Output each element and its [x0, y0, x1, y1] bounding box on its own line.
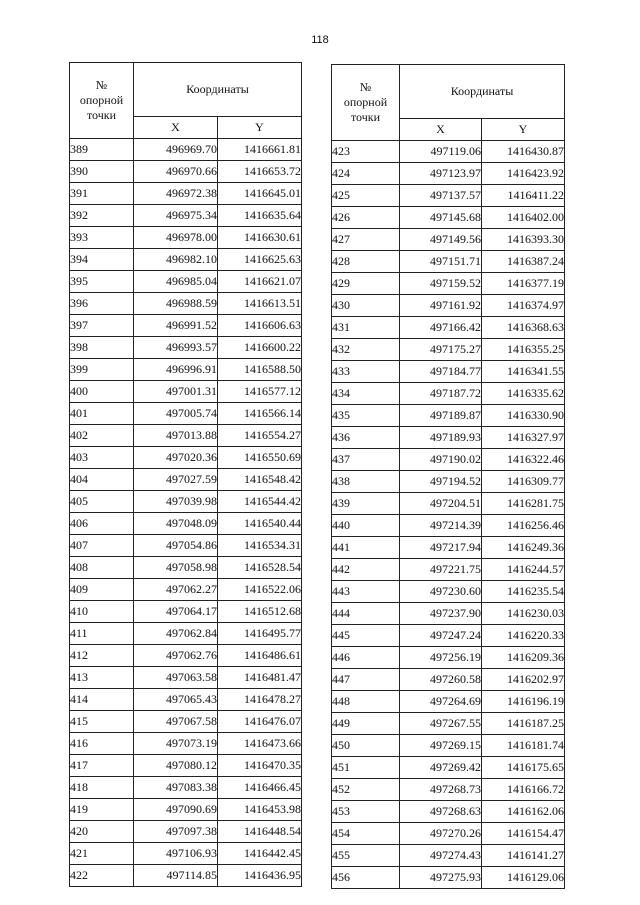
table-row: [332, 273, 565, 295]
point-number-cell: 436: [332, 427, 400, 449]
x-coordinate-cell: 497190.02: [400, 449, 482, 471]
x-coordinate-cell: 497054.86: [134, 535, 218, 557]
point-number-cell: 420: [70, 821, 134, 843]
x-coordinate-cell: 497260.58: [400, 669, 482, 691]
x-coordinate-cell: 497268.63: [400, 801, 482, 823]
y-coordinate-cell: 1416341.55: [482, 361, 565, 383]
table-row: [332, 449, 565, 471]
x-coordinate-cell: 497275.93: [400, 867, 482, 889]
y-coordinate-cell: 1416554.27: [218, 425, 302, 447]
y-coordinate-cell: 1416661.81: [218, 139, 302, 161]
point-number-cell: 404: [70, 469, 134, 491]
table-row: [70, 755, 302, 777]
table-row: [70, 711, 302, 733]
point-number-cell: 409: [70, 579, 134, 601]
table-row: [70, 733, 302, 755]
y-coordinate-cell: 1416577.12: [218, 381, 302, 403]
y-coordinate-cell: 1416209.36: [482, 647, 565, 669]
y-coordinate-cell: 1416540.44: [218, 513, 302, 535]
table-row: [332, 559, 565, 581]
table-row: [70, 623, 302, 645]
x-coordinate-cell: 497149.56: [400, 229, 482, 251]
x-coordinate-cell: 497159.52: [400, 273, 482, 295]
header-coordinates: Координаты: [134, 63, 302, 117]
x-coordinate-cell: 497187.72: [400, 383, 482, 405]
point-number-cell: 439: [332, 493, 400, 515]
y-coordinate-cell: 1416528.54: [218, 557, 302, 579]
y-coordinate-cell: 1416478.27: [218, 689, 302, 711]
y-coordinate-cell: 1416230.03: [482, 603, 565, 625]
x-coordinate-cell: 497005.74: [134, 403, 218, 425]
y-coordinate-cell: 1416196.19: [482, 691, 565, 713]
table-row: [332, 603, 565, 625]
x-coordinate-cell: 496972.38: [134, 183, 218, 205]
x-coordinate-cell: 496982.10: [134, 249, 218, 271]
table-row: [332, 867, 565, 889]
x-coordinate-cell: 497175.27: [400, 339, 482, 361]
table-row: [332, 669, 565, 691]
x-coordinate-cell: 497090.69: [134, 799, 218, 821]
point-number-cell: 428: [332, 251, 400, 273]
point-number-cell: 432: [332, 339, 400, 361]
point-number-cell: 396: [70, 293, 134, 315]
point-number-cell: 451: [332, 757, 400, 779]
x-coordinate-cell: 497123.97: [400, 163, 482, 185]
table-row: [70, 381, 302, 403]
y-coordinate-cell: 1416374.97: [482, 295, 565, 317]
point-number-cell: 400: [70, 381, 134, 403]
y-coordinate-cell: 1416141.27: [482, 845, 565, 867]
table-row: [70, 161, 302, 183]
header-point-number: № опорной точки: [332, 65, 400, 141]
y-coordinate-cell: 1416495.77: [218, 623, 302, 645]
x-coordinate-cell: 497269.42: [400, 757, 482, 779]
x-coordinate-cell: 496993.57: [134, 337, 218, 359]
point-number-cell: 416: [70, 733, 134, 755]
table-row: [70, 271, 302, 293]
y-coordinate-cell: 1416466.45: [218, 777, 302, 799]
point-number-cell: 418: [70, 777, 134, 799]
point-number-cell: 434: [332, 383, 400, 405]
x-coordinate-cell: 496969.70: [134, 139, 218, 161]
y-coordinate-cell: 1416453.98: [218, 799, 302, 821]
y-coordinate-cell: 1416256.46: [482, 515, 565, 537]
point-number-cell: 426: [332, 207, 400, 229]
y-coordinate-cell: 1416486.61: [218, 645, 302, 667]
header-x: X: [134, 117, 218, 139]
table-row: [332, 427, 565, 449]
x-coordinate-cell: 497270.26: [400, 823, 482, 845]
point-number-cell: 444: [332, 603, 400, 625]
point-number-cell: 453: [332, 801, 400, 823]
point-number-cell: 455: [332, 845, 400, 867]
x-coordinate-cell: 497194.52: [400, 471, 482, 493]
point-number-cell: 393: [70, 227, 134, 249]
x-coordinate-cell: 497269.15: [400, 735, 482, 757]
point-number-cell: 413: [70, 667, 134, 689]
x-coordinate-cell: 496985.04: [134, 271, 218, 293]
table-row: [70, 535, 302, 557]
table-row: [70, 403, 302, 425]
point-number-cell: 449: [332, 713, 400, 735]
y-coordinate-cell: 1416534.31: [218, 535, 302, 557]
point-number-cell: 417: [70, 755, 134, 777]
table-row: [332, 735, 565, 757]
x-coordinate-cell: 496978.00: [134, 227, 218, 249]
point-number-cell: 419: [70, 799, 134, 821]
table-row: [70, 315, 302, 337]
x-coordinate-cell: 497039.98: [134, 491, 218, 513]
x-coordinate-cell: 497114.85: [134, 865, 218, 887]
table-row: [332, 691, 565, 713]
y-coordinate-cell: 1416566.14: [218, 403, 302, 425]
x-coordinate-cell: 497080.12: [134, 755, 218, 777]
point-number-cell: 443: [332, 581, 400, 603]
point-number-cell: 397: [70, 315, 134, 337]
x-coordinate-cell: 497064.17: [134, 601, 218, 623]
point-number-cell: 392: [70, 205, 134, 227]
x-coordinate-cell: 497097.38: [134, 821, 218, 843]
y-coordinate-cell: 1416473.66: [218, 733, 302, 755]
table-row: [332, 317, 565, 339]
table-row: [332, 339, 565, 361]
header-coordinates: Координаты: [400, 65, 565, 119]
table-row: [70, 777, 302, 799]
y-coordinate-cell: 1416548.42: [218, 469, 302, 491]
y-coordinate-cell: 1416430.87: [482, 141, 565, 163]
point-number-cell: 431: [332, 317, 400, 339]
x-coordinate-cell: 497020.36: [134, 447, 218, 469]
x-coordinate-cell: 497062.76: [134, 645, 218, 667]
y-coordinate-cell: 1416181.74: [482, 735, 565, 757]
table-row: [332, 493, 565, 515]
point-number-cell: 456: [332, 867, 400, 889]
table-row: [332, 141, 565, 163]
x-coordinate-cell: 497161.92: [400, 295, 482, 317]
point-number-cell: 408: [70, 557, 134, 579]
table-row: [332, 757, 565, 779]
y-coordinate-cell: 1416162.06: [482, 801, 565, 823]
y-coordinate-cell: 1416411.22: [482, 185, 565, 207]
x-coordinate-cell: 497013.88: [134, 425, 218, 447]
point-number-cell: 454: [332, 823, 400, 845]
table-row: [70, 667, 302, 689]
x-coordinate-cell: 497048.09: [134, 513, 218, 535]
point-number-cell: 406: [70, 513, 134, 535]
table-row: [332, 779, 565, 801]
y-coordinate-cell: 1416600.22: [218, 337, 302, 359]
table-row: [70, 183, 302, 205]
table-row: [332, 823, 565, 845]
table-row: [70, 645, 302, 667]
coordinates-table-right: [331, 64, 565, 889]
table-row: [70, 249, 302, 271]
x-coordinate-cell: 497067.58: [134, 711, 218, 733]
y-coordinate-cell: 1416635.64: [218, 205, 302, 227]
point-number-cell: 412: [70, 645, 134, 667]
table-row: [70, 865, 302, 887]
x-coordinate-cell: 496988.59: [134, 293, 218, 315]
table-row: [70, 293, 302, 315]
y-coordinate-cell: 1416166.72: [482, 779, 565, 801]
y-coordinate-cell: 1416129.06: [482, 867, 565, 889]
table-row: [332, 515, 565, 537]
x-coordinate-cell: 497062.27: [134, 579, 218, 601]
y-coordinate-cell: 1416470.35: [218, 755, 302, 777]
x-coordinate-cell: 497166.42: [400, 317, 482, 339]
table-row: [332, 625, 565, 647]
table-row: [70, 601, 302, 623]
point-number-cell: 411: [70, 623, 134, 645]
y-coordinate-cell: 1416423.92: [482, 163, 565, 185]
table-row: [70, 843, 302, 865]
point-number-cell: 448: [332, 691, 400, 713]
x-coordinate-cell: 497062.84: [134, 623, 218, 645]
table-row: [332, 471, 565, 493]
table-row: [332, 251, 565, 273]
y-coordinate-cell: 1416309.77: [482, 471, 565, 493]
y-coordinate-cell: 1416606.63: [218, 315, 302, 337]
x-coordinate-cell: 497214.39: [400, 515, 482, 537]
x-coordinate-cell: 497267.55: [400, 713, 482, 735]
x-coordinate-cell: 497268.73: [400, 779, 482, 801]
y-coordinate-cell: 1416393.30: [482, 229, 565, 251]
table-row: [332, 537, 565, 559]
y-coordinate-cell: 1416476.07: [218, 711, 302, 733]
table-row: [332, 713, 565, 735]
point-number-cell: 429: [332, 273, 400, 295]
x-coordinate-cell: 497247.24: [400, 625, 482, 647]
page-number: 118: [311, 34, 329, 46]
header-y: Y: [482, 119, 565, 141]
point-number-cell: 435: [332, 405, 400, 427]
point-number-cell: 446: [332, 647, 400, 669]
table-row: [70, 425, 302, 447]
x-coordinate-cell: 497145.68: [400, 207, 482, 229]
table-row: [332, 405, 565, 427]
table-row: [70, 689, 302, 711]
point-number-cell: 394: [70, 249, 134, 271]
point-number-cell: 438: [332, 471, 400, 493]
table-row: [332, 361, 565, 383]
y-coordinate-cell: 1416327.97: [482, 427, 565, 449]
x-coordinate-cell: 496991.52: [134, 315, 218, 337]
coordinates-table-left: [69, 62, 302, 887]
y-coordinate-cell: 1416249.36: [482, 537, 565, 559]
point-number-cell: 410: [70, 601, 134, 623]
y-coordinate-cell: 1416355.25: [482, 339, 565, 361]
x-coordinate-cell: 497221.75: [400, 559, 482, 581]
x-coordinate-cell: 496975.34: [134, 205, 218, 227]
x-coordinate-cell: 497204.51: [400, 493, 482, 515]
y-coordinate-cell: 1416330.90: [482, 405, 565, 427]
point-number-cell: 440: [332, 515, 400, 537]
x-coordinate-cell: 497217.94: [400, 537, 482, 559]
y-coordinate-cell: 1416621.07: [218, 271, 302, 293]
y-coordinate-cell: 1416512.68: [218, 601, 302, 623]
x-coordinate-cell: 497001.31: [134, 381, 218, 403]
x-coordinate-cell: 497027.59: [134, 469, 218, 491]
point-number-cell: 389: [70, 139, 134, 161]
table-row: [332, 581, 565, 603]
point-number-cell: 403: [70, 447, 134, 469]
table-row: [70, 799, 302, 821]
point-number-cell: 398: [70, 337, 134, 359]
table-row: [332, 295, 565, 317]
y-coordinate-cell: 1416368.63: [482, 317, 565, 339]
point-number-cell: 415: [70, 711, 134, 733]
point-number-cell: 421: [70, 843, 134, 865]
table-row: [332, 801, 565, 823]
x-coordinate-cell: 497151.71: [400, 251, 482, 273]
y-coordinate-cell: 1416436.95: [218, 865, 302, 887]
table-row: [332, 229, 565, 251]
point-number-cell: 442: [332, 559, 400, 581]
point-number-cell: 414: [70, 689, 134, 711]
x-coordinate-cell: 497065.43: [134, 689, 218, 711]
table-row: [332, 185, 565, 207]
x-coordinate-cell: 497189.87: [400, 405, 482, 427]
table-row: [70, 227, 302, 249]
header-y: Y: [218, 117, 302, 139]
table-row: [332, 163, 565, 185]
y-coordinate-cell: 1416322.46: [482, 449, 565, 471]
point-number-cell: 423: [332, 141, 400, 163]
x-coordinate-cell: 497264.69: [400, 691, 482, 713]
x-coordinate-cell: 497063.58: [134, 667, 218, 689]
y-coordinate-cell: 1416645.01: [218, 183, 302, 205]
y-coordinate-cell: 1416387.24: [482, 251, 565, 273]
table-row: [70, 513, 302, 535]
point-number-cell: 437: [332, 449, 400, 471]
y-coordinate-cell: 1416235.54: [482, 581, 565, 603]
point-number-cell: 447: [332, 669, 400, 691]
table-row: [70, 557, 302, 579]
y-coordinate-cell: 1416202.97: [482, 669, 565, 691]
y-coordinate-cell: 1416244.57: [482, 559, 565, 581]
table-row: [70, 337, 302, 359]
y-coordinate-cell: 1416588.50: [218, 359, 302, 381]
table-body-right: [332, 141, 565, 889]
y-coordinate-cell: 1416377.19: [482, 273, 565, 295]
y-coordinate-cell: 1416653.72: [218, 161, 302, 183]
y-coordinate-cell: 1416220.33: [482, 625, 565, 647]
y-coordinate-cell: 1416442.45: [218, 843, 302, 865]
x-coordinate-cell: 497137.57: [400, 185, 482, 207]
y-coordinate-cell: 1416522.06: [218, 579, 302, 601]
header-point-number: № опорной точки: [70, 63, 134, 139]
y-coordinate-cell: 1416630.61: [218, 227, 302, 249]
y-coordinate-cell: 1416613.51: [218, 293, 302, 315]
x-coordinate-cell: 496970.66: [134, 161, 218, 183]
point-number-cell: 425: [332, 185, 400, 207]
x-coordinate-cell: 497083.38: [134, 777, 218, 799]
table-row: [332, 647, 565, 669]
table-row: [70, 469, 302, 491]
x-coordinate-cell: 496996.91: [134, 359, 218, 381]
y-coordinate-cell: 1416335.62: [482, 383, 565, 405]
x-coordinate-cell: 497274.43: [400, 845, 482, 867]
table-row: [70, 205, 302, 227]
y-coordinate-cell: 1416544.42: [218, 491, 302, 513]
point-number-cell: 430: [332, 295, 400, 317]
x-coordinate-cell: 497256.19: [400, 647, 482, 669]
table-row: [70, 359, 302, 381]
y-coordinate-cell: 1416550.69: [218, 447, 302, 469]
x-coordinate-cell: 497119.06: [400, 141, 482, 163]
point-number-cell: 441: [332, 537, 400, 559]
y-coordinate-cell: 1416448.54: [218, 821, 302, 843]
y-coordinate-cell: 1416402.00: [482, 207, 565, 229]
x-coordinate-cell: 497230.60: [400, 581, 482, 603]
table-row: [332, 845, 565, 867]
x-coordinate-cell: 497058.98: [134, 557, 218, 579]
table-body-left: [70, 139, 302, 887]
x-coordinate-cell: 497073.19: [134, 733, 218, 755]
y-coordinate-cell: 1416481.47: [218, 667, 302, 689]
point-number-cell: 450: [332, 735, 400, 757]
table-row: [70, 447, 302, 469]
table-row: [332, 383, 565, 405]
point-number-cell: 399: [70, 359, 134, 381]
y-coordinate-cell: 1416625.63: [218, 249, 302, 271]
point-number-cell: 424: [332, 163, 400, 185]
y-coordinate-cell: 1416154.47: [482, 823, 565, 845]
point-number-cell: 391: [70, 183, 134, 205]
table-row: [70, 579, 302, 601]
table-row: [332, 207, 565, 229]
table-row: [70, 491, 302, 513]
x-coordinate-cell: 497189.93: [400, 427, 482, 449]
point-number-cell: 452: [332, 779, 400, 801]
point-number-cell: 401: [70, 403, 134, 425]
y-coordinate-cell: 1416281.75: [482, 493, 565, 515]
point-number-cell: 390: [70, 161, 134, 183]
point-number-cell: 402: [70, 425, 134, 447]
x-coordinate-cell: 497184.77: [400, 361, 482, 383]
x-coordinate-cell: 497106.93: [134, 843, 218, 865]
header-x: X: [400, 119, 482, 141]
table-row: [70, 139, 302, 161]
point-number-cell: 445: [332, 625, 400, 647]
point-number-cell: 433: [332, 361, 400, 383]
point-number-cell: 422: [70, 865, 134, 887]
point-number-cell: 395: [70, 271, 134, 293]
y-coordinate-cell: 1416187.25: [482, 713, 565, 735]
table-row: [70, 821, 302, 843]
point-number-cell: 427: [332, 229, 400, 251]
x-coordinate-cell: 497237.90: [400, 603, 482, 625]
point-number-cell: 407: [70, 535, 134, 557]
y-coordinate-cell: 1416175.65: [482, 757, 565, 779]
point-number-cell: 405: [70, 491, 134, 513]
